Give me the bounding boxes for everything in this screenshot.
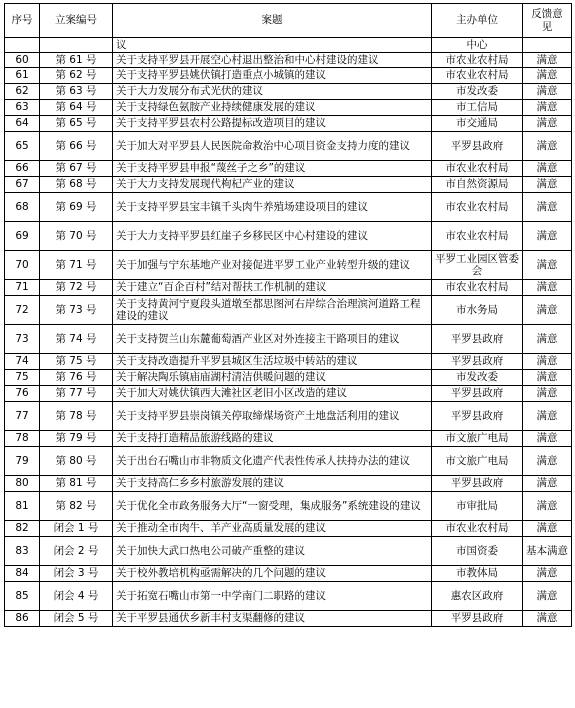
table-row	[5, 402, 572, 431]
table-row	[5, 492, 572, 521]
row-unit: 平罗县政府	[432, 354, 523, 370]
header-row	[5, 4, 572, 38]
proposal-table-wrapper	[4, 3, 572, 627]
row-unit: 市农业农村局	[432, 53, 523, 68]
row-code: 闭会 2 号	[40, 537, 113, 566]
row-no: 79	[5, 447, 40, 476]
table-row	[5, 251, 572, 280]
row-code: 第 81 号	[40, 476, 113, 492]
row-no: 66	[5, 161, 40, 177]
table-row	[5, 476, 572, 492]
row-feedback: 满意	[523, 161, 572, 177]
row-no: 86	[5, 611, 40, 627]
row-title: 关于支持平罗县姚伏镇打造重点小城镇的建议	[113, 68, 432, 84]
row-title: 关于支持改造提升平罗县城区生活垃圾中转站的建议	[113, 354, 432, 370]
carry-feedback	[523, 38, 572, 53]
row-no: 82	[5, 521, 40, 537]
row-feedback: 满意	[523, 370, 572, 386]
row-title: 关于加大对平罗县人民医院命救治中心项目资金支持力度的建议	[113, 132, 432, 161]
row-code: 第 73 号	[40, 296, 113, 325]
row-unit: 平罗县政府	[432, 476, 523, 492]
row-feedback: 满意	[523, 100, 572, 116]
table-row	[5, 116, 572, 132]
row-code: 闭会 5 号	[40, 611, 113, 627]
row-title: 关于大力支持平罗县红崖子乡移民区中心村建设的建议	[113, 222, 432, 251]
row-feedback: 满意	[523, 222, 572, 251]
row-feedback: 满意	[523, 177, 572, 193]
table-row	[5, 521, 572, 537]
row-title: 关于支持平罗县崇岗镇关停取缔煤场资产土地盘活利用的建议	[113, 402, 432, 431]
row-no: 67	[5, 177, 40, 193]
table-row	[5, 84, 572, 100]
row-feedback: 满意	[523, 431, 572, 447]
row-code: 第 82 号	[40, 492, 113, 521]
row-feedback: 满意	[523, 492, 572, 521]
row-feedback: 满意	[523, 354, 572, 370]
table-row	[5, 386, 572, 402]
row-no: 81	[5, 492, 40, 521]
row-feedback: 满意	[523, 447, 572, 476]
table-row	[5, 222, 572, 251]
row-title: 关于支持绿色氨胺产业持续健康发展的建议	[113, 100, 432, 116]
row-feedback: 满意	[523, 611, 572, 627]
table-row	[5, 431, 572, 447]
carry-title: 议	[113, 38, 432, 53]
row-feedback: 满意	[523, 296, 572, 325]
row-unit: 市国资委	[432, 537, 523, 566]
row-code: 第 64 号	[40, 100, 113, 116]
table-row	[5, 193, 572, 222]
row-no: 84	[5, 566, 40, 582]
table-row	[5, 100, 572, 116]
carry-over-row	[5, 38, 572, 53]
row-no: 75	[5, 370, 40, 386]
table-body	[5, 38, 572, 627]
row-code: 第 76 号	[40, 370, 113, 386]
row-title: 关于大力支持发展现代枸杞产业的建议	[113, 177, 432, 193]
row-unit: 市水务局	[432, 296, 523, 325]
row-no: 85	[5, 582, 40, 611]
row-unit: 市农业农村局	[432, 193, 523, 222]
proposal-table	[4, 3, 572, 627]
row-title: 关于支持打造精品旅游线路的建议	[113, 431, 432, 447]
row-no: 77	[5, 402, 40, 431]
table-row	[5, 582, 572, 611]
row-unit: 平罗县政府	[432, 386, 523, 402]
table-row	[5, 296, 572, 325]
row-code: 第 80 号	[40, 447, 113, 476]
row-no: 63	[5, 100, 40, 116]
row-feedback: 满意	[523, 53, 572, 68]
row-unit: 平罗县政府	[432, 402, 523, 431]
row-title: 关于支持平罗县宝丰镇千头肉牛养殖场建设项目的建议	[113, 193, 432, 222]
row-no: 72	[5, 296, 40, 325]
row-code: 第 68 号	[40, 177, 113, 193]
row-title: 关于平罗县通伏乡新丰村支渠翻修的建议	[113, 611, 432, 627]
row-feedback: 满意	[523, 476, 572, 492]
table-row	[5, 177, 572, 193]
row-feedback: 基本满意	[523, 537, 572, 566]
carry-code	[40, 38, 113, 53]
row-feedback: 满意	[523, 132, 572, 161]
table-row	[5, 161, 572, 177]
row-unit: 平罗县政府	[432, 325, 523, 354]
row-feedback: 满意	[523, 68, 572, 84]
row-no: 64	[5, 116, 40, 132]
row-feedback: 满意	[523, 521, 572, 537]
row-unit: 市教体局	[432, 566, 523, 582]
table-row	[5, 354, 572, 370]
row-title: 关于加强与宁东基地产业对接促进平罗工业产业转型升级的建议	[113, 251, 432, 280]
row-title: 关于支持高仁乡乡村旅游发展的建议	[113, 476, 432, 492]
row-title: 关于加快大武口热电公司破产重整的建议	[113, 537, 432, 566]
row-code: 第 79 号	[40, 431, 113, 447]
table-row	[5, 447, 572, 476]
row-code: 第 72 号	[40, 280, 113, 296]
row-unit: 市自然资源局	[432, 177, 523, 193]
row-no: 70	[5, 251, 40, 280]
row-no: 83	[5, 537, 40, 566]
row-unit: 市文旅广电局	[432, 431, 523, 447]
row-title: 关于推动全市肉牛、羊产业高质量发展的建议	[113, 521, 432, 537]
row-code: 闭会 4 号	[40, 582, 113, 611]
row-feedback: 满意	[523, 251, 572, 280]
row-title: 关于支持平罗县农村公路提标改造项目的建议	[113, 116, 432, 132]
row-unit: 市审批局	[432, 492, 523, 521]
table-row	[5, 325, 572, 354]
row-code: 第 71 号	[40, 251, 113, 280]
row-code: 第 78 号	[40, 402, 113, 431]
row-title: 关于支持贺兰山东麓葡萄酒产业区对外连接主干路项目的建议	[113, 325, 432, 354]
row-feedback: 满意	[523, 325, 572, 354]
row-unit: 市农业农村局	[432, 280, 523, 296]
row-code: 第 74 号	[40, 325, 113, 354]
row-title: 关于拓宽石嘴山市第一中学南门二职路的建议	[113, 582, 432, 611]
row-no: 61	[5, 68, 40, 84]
row-no: 73	[5, 325, 40, 354]
row-no: 68	[5, 193, 40, 222]
row-no: 71	[5, 280, 40, 296]
row-code: 第 61 号	[40, 53, 113, 68]
row-code: 第 66 号	[40, 132, 113, 161]
row-code: 第 67 号	[40, 161, 113, 177]
header-no: 序号	[5, 4, 40, 38]
row-unit: 市发改委	[432, 84, 523, 100]
row-code: 第 70 号	[40, 222, 113, 251]
row-unit: 市发改委	[432, 370, 523, 386]
header-feedback: 反馈意见	[523, 4, 572, 38]
row-no: 76	[5, 386, 40, 402]
row-unit: 市文旅广电局	[432, 447, 523, 476]
row-unit: 平罗工业园区管委会	[432, 251, 523, 280]
row-title: 关于支持平罗县申报“蔑丝子之乡”的建议	[113, 161, 432, 177]
row-no: 74	[5, 354, 40, 370]
row-unit: 平罗县政府	[432, 611, 523, 627]
row-no: 78	[5, 431, 40, 447]
row-title: 关于校外教培机构亟需解决的几个问题的建议	[113, 566, 432, 582]
row-code: 闭会 1 号	[40, 521, 113, 537]
table-row	[5, 53, 572, 68]
row-feedback: 满意	[523, 116, 572, 132]
row-title: 关于建立“百企百村”结对帮扶工作机制的建议	[113, 280, 432, 296]
row-unit: 市农业农村局	[432, 222, 523, 251]
row-code: 第 63 号	[40, 84, 113, 100]
table-row	[5, 566, 572, 582]
table-row	[5, 68, 572, 84]
row-unit: 市交通局	[432, 116, 523, 132]
row-feedback: 满意	[523, 582, 572, 611]
row-title: 关于支持黄河宁夏段头道墩至都思图河右岸综合治理滨河道路工程建设的建议	[113, 296, 432, 325]
row-code: 第 77 号	[40, 386, 113, 402]
row-code: 第 75 号	[40, 354, 113, 370]
row-title: 关于加大对姚伏镇西大滩社区老旧小区改造的建议	[113, 386, 432, 402]
carry-unit: 中心	[432, 38, 523, 53]
row-feedback: 满意	[523, 566, 572, 582]
row-unit: 惠农区政府	[432, 582, 523, 611]
table-row	[5, 132, 572, 161]
row-title: 关于支持平罗县开展空心村退出整治和中心村建设的建议	[113, 53, 432, 68]
header-title: 案题	[113, 4, 432, 38]
row-code: 闭会 3 号	[40, 566, 113, 582]
row-unit: 平罗县政府	[432, 132, 523, 161]
row-no: 69	[5, 222, 40, 251]
row-no: 62	[5, 84, 40, 100]
row-feedback: 满意	[523, 280, 572, 296]
row-unit: 市农业农村局	[432, 521, 523, 537]
row-title: 关于大力发展分布式光伏的建议	[113, 84, 432, 100]
row-unit: 市农业农村局	[432, 68, 523, 84]
header-code: 立案编号	[40, 4, 113, 38]
table-row	[5, 537, 572, 566]
row-no: 65	[5, 132, 40, 161]
row-title: 关于解决陶乐镇庙庙湖村清洁供暖问题的建议	[113, 370, 432, 386]
row-code: 第 62 号	[40, 68, 113, 84]
row-title: 关于优化全市政务服务大厅“一窗受理，集成服务”系统建设的建议	[113, 492, 432, 521]
row-unit: 市工信局	[432, 100, 523, 116]
row-feedback: 满意	[523, 193, 572, 222]
row-feedback: 满意	[523, 84, 572, 100]
row-feedback: 满意	[523, 386, 572, 402]
row-no: 80	[5, 476, 40, 492]
row-code: 第 69 号	[40, 193, 113, 222]
table-row	[5, 611, 572, 627]
row-feedback: 满意	[523, 402, 572, 431]
table-row	[5, 370, 572, 386]
row-no: 60	[5, 53, 40, 68]
row-unit: 市农业农村局	[432, 161, 523, 177]
header-unit: 主办单位	[432, 4, 523, 38]
carry-no	[5, 38, 40, 53]
row-title: 关于出台石嘴山市非物质文化遗产代表性传承人扶持办法的建议	[113, 447, 432, 476]
table-row	[5, 280, 572, 296]
row-code: 第 65 号	[40, 116, 113, 132]
